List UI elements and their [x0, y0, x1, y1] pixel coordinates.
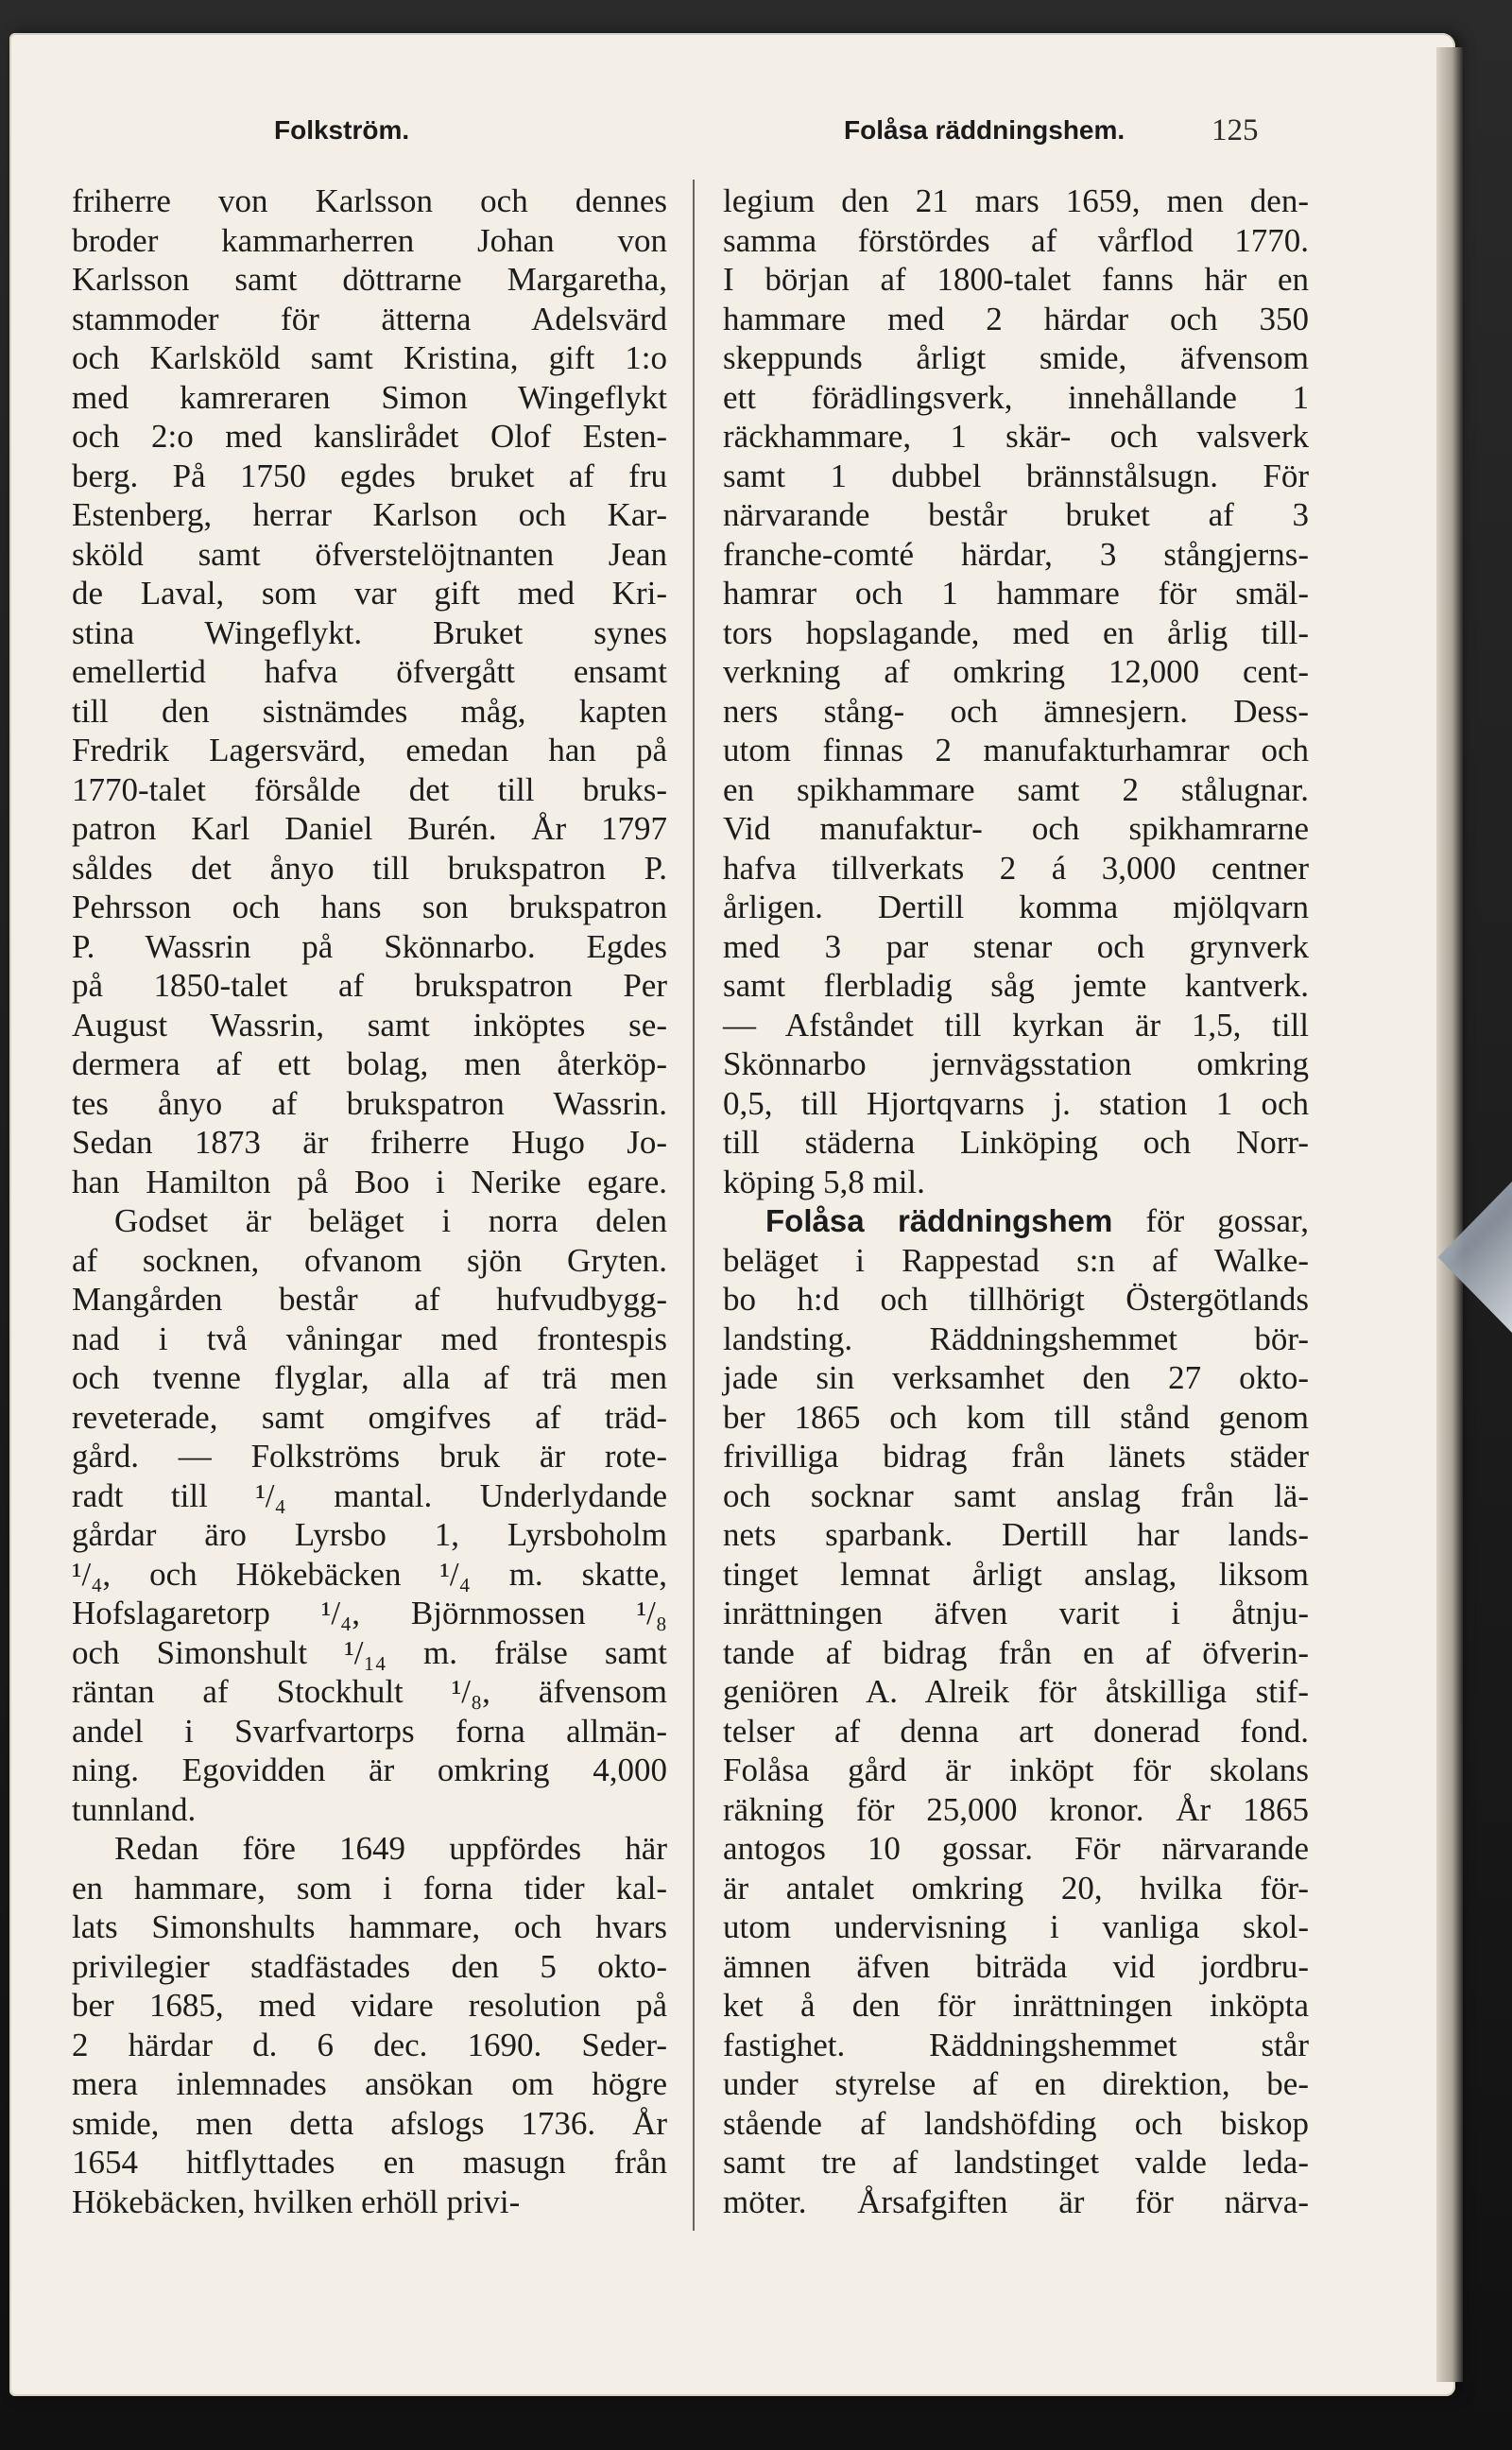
text-line: — Afståndet till kyrkan är 1,5, till — [723, 1006, 1309, 1044]
text-line: Sedan 1873 är friherre Hugo Jo- — [72, 1124, 667, 1161]
text-line: ämnen äfven biträda vid jordbru- — [723, 1947, 1309, 1985]
text-line: emellertid hafva öfvergått ensamt — [72, 653, 667, 690]
text-line: skeppunds årligt smide, äfvensom — [723, 339, 1309, 376]
text-line: en spikhammare samt 2 stålugnar. — [723, 770, 1309, 808]
text-line: antogos 10 gossar. För närvarande — [723, 1830, 1309, 1867]
text-line: Fredrik Lagersvärd, emedan han på — [72, 732, 667, 768]
text-line: frivilliga bidrag från länets städer — [723, 1438, 1309, 1475]
right-column — [723, 181, 1309, 2221]
text-line: samt flerbladig såg jemte kantverk. — [723, 967, 1309, 1004]
text-line: årligen. Dertill komma mjölqvarn — [723, 889, 1309, 925]
text-line: dermera af ett bolag, men återköp- — [72, 1045, 667, 1082]
text-line: nets sparbank. Dertill har lands- — [723, 1516, 1309, 1553]
text-line: samt 1 dubbel brännstålsugn. För — [723, 457, 1309, 494]
text-line: ners stång- och ämnesjern. Dess- — [723, 692, 1309, 730]
text-line: gård. — Folkströms bruk är rote- — [72, 1438, 667, 1475]
text-line: Vid manufaktur- och spikhamrarne — [723, 810, 1309, 847]
text-line: tunnland. — [72, 1790, 197, 1828]
text-line: de Laval, som var gift med Kri- — [72, 575, 667, 612]
text-line: köping 5,8 mil. — [723, 1163, 925, 1200]
text-line: utom undervisning i vanliga skol- — [723, 1908, 1309, 1945]
text-line: med kamreraren Simon Wingeflykt — [72, 378, 667, 416]
text-line: och tvenne flyglar, alla af trä men — [72, 1359, 667, 1396]
text-line: sköld samt öfverstelöjtnanten Jean — [72, 535, 667, 573]
text-line: och Simonshult ¹/₁₄ m. frälse samt — [72, 1633, 667, 1671]
text-line: räkning för 25,000 kronor. År 1865 — [723, 1790, 1309, 1828]
text-line: landsting. Räddningshemmet bör- — [723, 1320, 1309, 1357]
text-line: privilegier stadfästades den 5 okto- — [72, 1947, 667, 1985]
text-line: och Karlsköld samt Kristina, gift 1:o — [72, 339, 667, 376]
text-line: jade sin verksamhet den 27 okto- — [723, 1359, 1309, 1396]
text-line: ¹/₄, och Hökebäcken ¹/₄ m. skatte, — [72, 1555, 667, 1593]
text-line: närvarande består bruket af 3 — [723, 496, 1309, 533]
column-divider — [693, 180, 695, 2231]
entry-heading: Folåsa räddningshem — [765, 1203, 1113, 1238]
text-line: är antalet omkring 20, hvilka för- — [723, 1869, 1309, 1907]
text-line: Redan före 1649 uppfördes här — [114, 1830, 667, 1867]
text-line: Skönnarbo jernvägsstation omkring — [723, 1045, 1309, 1082]
text-line: ning. Egovidden är omkring 4,000 — [72, 1751, 667, 1788]
text-line: mera inlemnades ansökan om högre — [72, 2065, 667, 2102]
running-header-left: Folkström. — [274, 115, 410, 145]
text-line: hamrar och 1 hammare för smäl- — [723, 575, 1309, 612]
text-line: smide, men detta afslogs 1736. År — [72, 2104, 667, 2142]
text-line: legium den 21 mars 1659, men den- — [723, 182, 1309, 219]
text-line: lats Simonshults hammare, och hvars — [72, 1908, 667, 1945]
text-line: han Hamilton på Boo i Nerike egare. — [72, 1163, 667, 1200]
text-line: nad i två våningar med frontespis — [72, 1320, 667, 1357]
text-line: radt till ¹/₄ mantal. Underlydande — [72, 1476, 667, 1514]
text-line: hammare med 2 härdar och 350 — [723, 300, 1309, 337]
text-line: under styrelse af en direktion, be- — [723, 2065, 1309, 2102]
left-column — [72, 181, 667, 2221]
text-line: af socknen, ofvanom sjön Gryten. — [72, 1241, 667, 1279]
text-line: 2 härdar d. 6 dec. 1690. Seder- — [72, 2026, 667, 2063]
text-line: Mangården består af hufvudbygg- — [72, 1281, 667, 1318]
text-line: och socknar samt anslag från lä- — [723, 1476, 1309, 1514]
text-line: August Wassrin, samt inköptes se- — [72, 1006, 667, 1044]
text-line: tande af bidrag från en af öfverin- — [723, 1633, 1309, 1671]
text-line: räntan af Stockhult ¹/₈, äfvensom — [72, 1673, 667, 1710]
text-line: stammoder för ätterna Adelsvärd — [72, 300, 667, 337]
text-line: inrättningen äfven varit i åtnju- — [723, 1595, 1309, 1631]
text-line: tes ånyo af brukspatron Wassrin. — [72, 1084, 667, 1122]
text-line: fastighet. Räddningshemmet står — [723, 2026, 1309, 2063]
running-header-right: Folåsa räddningshem. — [844, 115, 1125, 145]
text-line: ket å den för inrättningen inköpta — [723, 1987, 1309, 2024]
text-line: tors hopslagande, med en årlig till- — [723, 613, 1309, 651]
text-line: ber 1685, med vidare resolution på — [72, 1987, 667, 2024]
text-line: på 1850-talet af brukspatron Per — [72, 967, 667, 1004]
text-line: stina Wingeflykt. Bruket synes — [72, 613, 667, 651]
text-line: andel i Svarfvartorps forna allmän- — [72, 1712, 667, 1750]
page-number: 125 — [1211, 113, 1259, 147]
text-line: Hofslagaretorp ¹/₄, Björnmossen ¹/₈ — [72, 1595, 667, 1631]
text-line: hafva tillverkats 2 á 3,000 centner — [723, 849, 1309, 887]
text-line: Godset är beläget i norra delen — [114, 1202, 667, 1239]
text-line: berg. På 1750 egdes bruket af fru — [72, 457, 667, 494]
text-line: till den sistnämdes måg, kapten — [72, 692, 667, 730]
text-line: Karlsson samt döttrarne Margaretha, — [72, 261, 667, 298]
text-line: Folåsa gård är inköpt för skolans — [723, 1751, 1309, 1788]
page-edge — [1436, 47, 1463, 2382]
text-line: friherre von Karlsson och dennes — [72, 182, 667, 219]
text-line: såldes det ånyo till brukspatron P. — [72, 849, 667, 887]
text-line: och 2:o med kanslirådet Olof Esten- — [72, 418, 667, 455]
text-line: 1770-talet försålde det till bruks- — [72, 770, 667, 808]
text-line: bo h:d och tillhörigt Östergötlands — [723, 1281, 1309, 1318]
text-line: patron Karl Daniel Burén. År 1797 — [72, 810, 667, 847]
text-line: samt tre af landstinget valde leda- — [723, 2144, 1309, 2181]
text-line: broder kammarherren Johan von — [72, 221, 667, 259]
text-line: I början af 1800-talet fanns här en — [723, 261, 1309, 298]
text-line: Estenberg, herrar Karlson och Kar- — [72, 496, 667, 533]
text-line: telser af denna art donerad fond. — [723, 1712, 1309, 1750]
text-line: utom finnas 2 manufakturhamrar och — [723, 732, 1309, 768]
text-line: ber 1865 och kom till stånd genom — [723, 1398, 1309, 1436]
text-line: 1654 hitflyttades en masugn från — [72, 2144, 667, 2181]
text-line: stående af landshöfding och biskop — [723, 2104, 1309, 2142]
text-line: Folåsa räddningshem för gossar, — [765, 1202, 1310, 1239]
text-line: möter. Årsafgiften är för närva- — [723, 2183, 1309, 2220]
text-line: en hammare, som i forna tider kal- — [72, 1869, 667, 1907]
text-line: gårdar äro Lyrsbo 1, Lyrsboholm — [72, 1516, 667, 1553]
text-line: franche-comté härdar, 3 stångjerns- — [723, 535, 1309, 573]
text-line: med 3 par stenar och grynverk — [723, 927, 1309, 965]
text-line: P. Wassrin på Skönnarbo. Egdes — [72, 927, 667, 965]
text-line: Pehrsson och hans son brukspatron — [72, 889, 667, 925]
text-line: 0,5, till Hjortqvarns j. station 1 och — [723, 1084, 1309, 1122]
text-line: reveterade, samt omgifves af träd- — [72, 1398, 667, 1436]
text-line: verkning af omkring 12,000 cent- — [723, 653, 1309, 690]
text-line: till städerna Linköping och Norr- — [723, 1124, 1309, 1161]
text-line: geniören A. Alreik för åtskilliga stif- — [723, 1673, 1309, 1710]
text-line: ett förädlingsverk, innehållande 1 — [723, 378, 1309, 416]
text-line: Hökebäcken, hvilken erhöll privi- — [72, 2183, 521, 2220]
text-line: samma förstördes af vårflod 1770. — [723, 221, 1309, 259]
text-line: tinget lemnat årligt anslag, liksom — [723, 1555, 1309, 1593]
text-line: räckhammare, 1 skär- och valsverk — [723, 418, 1309, 455]
text-line: beläget i Rappestad s:n af Walke- — [723, 1241, 1309, 1279]
